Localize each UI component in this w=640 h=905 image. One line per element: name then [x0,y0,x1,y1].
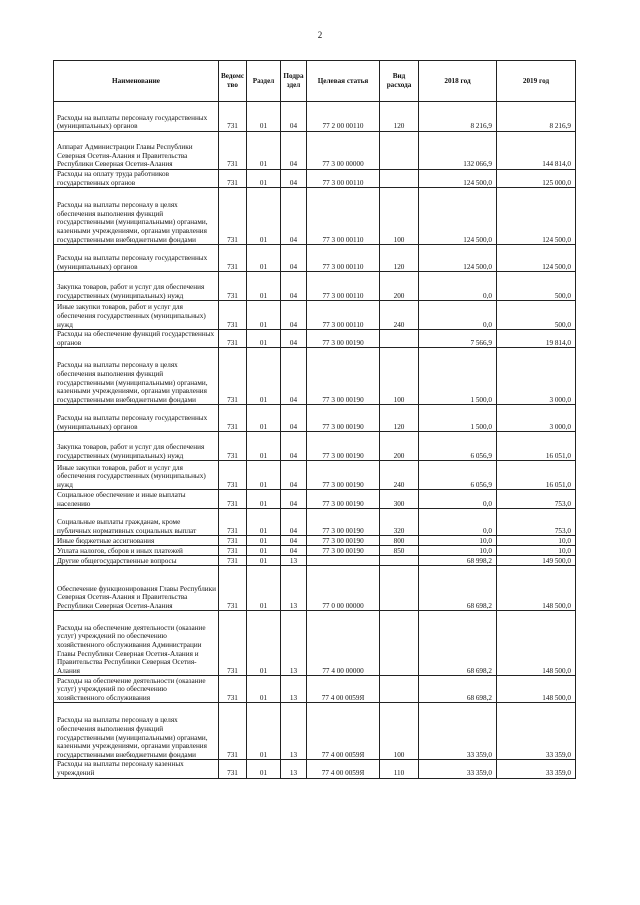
table-cell-2019: 500,0 [497,272,576,301]
table-cell-name: Расходы на выплаты персоналу в целях обеспечения выполнения функций государственными (муниципальными) органами, казенными учреждениями, органами управления государственными внебюджетными фондами [54,348,219,405]
table-cell-2018: 124 500,0 [419,170,497,188]
table-cell-2018: 124 500,0 [419,245,497,272]
table-row [54,566,576,611]
table-row [54,348,576,405]
table-cell-2019: 753,0 [497,490,576,509]
table-cell-razdel: 01 [247,330,281,348]
page-number: 2 [317,30,323,40]
table-row [54,760,576,778]
table-cell-2019: 33 359,0 [497,703,576,760]
table-cell-vedomstvo: 731 [219,170,247,188]
table-cell-2019: 124 500,0 [497,188,576,245]
table-cell-podrazdel: 04 [281,102,307,132]
table-row [54,432,576,461]
table-cell-2019: 10,0 [497,536,576,546]
table-cell-expense-type [380,556,419,566]
budget-table [53,60,576,779]
table-cell-2019: 753,0 [497,509,576,536]
table-cell-expense-type: 850 [380,546,419,556]
table-cell-podrazdel: 13 [281,760,307,778]
table-cell-razdel: 01 [247,245,281,272]
table-cell-podrazdel: 04 [281,509,307,536]
table-cell-target-article: 77 3 00 00190 [307,536,380,546]
table-cell-expense-type [380,132,419,170]
table-cell-2019: 16 051,0 [497,461,576,490]
table-cell-razdel: 01 [247,536,281,546]
table-row [54,188,576,245]
table-cell-target-article: 77 4 00 0059Я [307,703,380,760]
table-cell-2019: 148 500,0 [497,676,576,703]
table-cell-razdel: 01 [247,490,281,509]
table-cell-vedomstvo: 731 [219,102,247,132]
table-cell-podrazdel: 04 [281,536,307,546]
table-cell-vedomstvo: 731 [219,566,247,611]
table-row [54,272,576,301]
table-cell-podrazdel: 04 [281,546,307,556]
table-cell-podrazdel: 04 [281,272,307,301]
table-cell-2019: 148 500,0 [497,611,576,676]
header-podrazdel: Подра здел [281,61,307,102]
table-row [54,132,576,170]
table-cell-target-article: 77 4 00 0059Я [307,676,380,703]
header-name: Наименование [54,61,219,102]
table-cell-podrazdel: 13 [281,556,307,566]
table-cell-2018: 0,0 [419,301,497,330]
table-cell-expense-type: 120 [380,102,419,132]
table-cell-razdel: 01 [247,611,281,676]
table-row [54,556,576,566]
table-cell-podrazdel: 04 [281,348,307,405]
table-cell-razdel: 01 [247,188,281,245]
header-2018: 2018 год [419,61,497,102]
table-row [54,245,576,272]
table-cell-podrazdel: 04 [281,170,307,188]
table-cell-vedomstvo: 731 [219,536,247,546]
table-cell-expense-type [380,170,419,188]
table-cell-razdel: 01 [247,272,281,301]
header-vedomstvo: Ведомс тво [219,61,247,102]
table-cell-expense-type: 100 [380,703,419,760]
table-row [54,611,576,676]
table-cell-expense-type: 800 [380,536,419,546]
table-cell-2019: 125 000,0 [497,170,576,188]
table-row [54,490,576,509]
table-cell-name: Расходы на выплаты персоналу государственных (муниципальных) органов [54,405,219,432]
table-cell-podrazdel: 04 [281,132,307,170]
table-cell-vedomstvo: 731 [219,611,247,676]
table-cell-razdel: 01 [247,132,281,170]
table-cell-2019: 8 216,9 [497,102,576,132]
table-cell-2019: 124 500,0 [497,245,576,272]
table-cell-podrazdel: 04 [281,301,307,330]
table-row [54,170,576,188]
table-cell-expense-type: 120 [380,405,419,432]
table-cell-razdel: 01 [247,405,281,432]
header-razdel: Раздел [247,61,281,102]
table-cell-vedomstvo: 731 [219,432,247,461]
table-row [54,536,576,546]
table-cell-expense-type: 320 [380,509,419,536]
table-cell-name: Иные закупки товаров, работ и услуг для обеспечения государственных (муниципальных) нужд [54,461,219,490]
table-cell-target-article: 77 4 00 00000 [307,611,380,676]
table-cell-expense-type: 100 [380,188,419,245]
table-cell-vedomstvo: 731 [219,546,247,556]
table-cell-target-article: 77 3 00 00190 [307,509,380,536]
table-cell-vedomstvo: 731 [219,509,247,536]
table-cell-razdel: 01 [247,546,281,556]
table-cell-podrazdel: 04 [281,461,307,490]
table-cell-razdel: 01 [247,170,281,188]
table-cell-name: Расходы на обеспечение функций государственных органов [54,330,219,348]
table-cell-vedomstvo: 731 [219,301,247,330]
table-cell-target-article: 77 3 00 00110 [307,272,380,301]
table-cell-2018: 7 566,9 [419,330,497,348]
table-cell-name: Иные закупки товаров, работ и услуг для обеспечения государственных (муниципальных) нужд [54,301,219,330]
table-cell-expense-type: 240 [380,301,419,330]
table-cell-2019: 33 359,0 [497,760,576,778]
table-cell-name: Расходы на обеспечение деятельности (оказание услуг) учреждений по обеспечению хозяйственного обслуживания Администрации Главы Республики Северная Осетия-Алания и Правительства Республики Северная Осетия-Алания [54,611,219,676]
table-row [54,102,576,132]
table-cell-expense-type: 200 [380,272,419,301]
table-header-row [54,61,576,102]
table-cell-2018: 68 698,2 [419,566,497,611]
table-cell-expense-type: 100 [380,348,419,405]
table-cell-target-article: 77 3 00 00190 [307,546,380,556]
table-cell-razdel: 01 [247,301,281,330]
table-cell-target-article: 77 3 00 00190 [307,348,380,405]
table-cell-expense-type [380,611,419,676]
table-cell-2018: 10,0 [419,546,497,556]
table-cell-expense-type [380,676,419,703]
table-cell-2019: 3 000,0 [497,405,576,432]
table-cell-2018: 33 359,0 [419,703,497,760]
table-cell-2018: 6 056,9 [419,461,497,490]
table-cell-2018: 8 216,9 [419,102,497,132]
table-cell-vedomstvo: 731 [219,405,247,432]
table-cell-2019: 144 814,0 [497,132,576,170]
table-cell-target-article: 77 3 00 00190 [307,330,380,348]
table-cell-name: Расходы на выплаты персоналу государственных (муниципальных) органов [54,245,219,272]
table-cell-vedomstvo: 731 [219,188,247,245]
table-cell-vedomstvo: 731 [219,461,247,490]
table-cell-razdel: 01 [247,760,281,778]
table-cell-target-article: 77 3 00 00000 [307,132,380,170]
table-cell-vedomstvo: 731 [219,703,247,760]
table-cell-podrazdel: 04 [281,432,307,461]
table-cell-2019: 500,0 [497,301,576,330]
table-cell-name: Закупка товаров, работ и услуг для обеспечения государственных (муниципальных) нужд [54,432,219,461]
table-cell-vedomstvo: 731 [219,676,247,703]
table-cell-expense-type [380,330,419,348]
table-cell-2018: 68 998,2 [419,556,497,566]
table-cell-target-article: 77 3 00 00110 [307,170,380,188]
table-cell-vedomstvo: 731 [219,132,247,170]
table-cell-name: Расходы на обеспечение деятельности (оказание услуг) учреждений по обеспечению хозяйственного обслуживания [54,676,219,703]
table-cell-target-article [307,556,380,566]
table-cell-target-article: 77 3 00 00190 [307,490,380,509]
table-cell-vedomstvo: 731 [219,348,247,405]
table-cell-podrazdel: 13 [281,703,307,760]
table-cell-expense-type: 240 [380,461,419,490]
table-cell-vedomstvo: 731 [219,330,247,348]
table-row [54,405,576,432]
table-cell-razdel: 01 [247,102,281,132]
table-cell-vedomstvo: 731 [219,272,247,301]
table-cell-podrazdel: 04 [281,188,307,245]
table-cell-razdel: 01 [247,432,281,461]
table-cell-2018: 1 500,0 [419,348,497,405]
table-cell-razdel: 01 [247,676,281,703]
table-cell-2019: 3 000,0 [497,348,576,405]
table-cell-target-article: 77 3 00 00190 [307,432,380,461]
table-cell-target-article: 77 2 00 00110 [307,102,380,132]
table-cell-2018: 0,0 [419,490,497,509]
table-cell-2019: 19 814,0 [497,330,576,348]
table-cell-name: Расходы на выплаты персоналу в целях обеспечения выполнения функций государственными (муниципальными) органами, казенными учреждениями, органами управления государственными внебюджетными фондами [54,703,219,760]
table-cell-target-article: 77 4 00 0059Я [307,760,380,778]
table-cell-2018: 0,0 [419,272,497,301]
table-cell-name: Аппарат Администрации Главы Республики Северная Осетия-Алания и Правительства Республики Северная Осетия-Алания [54,132,219,170]
table-cell-expense-type: 110 [380,760,419,778]
table-cell-name: Расходы на выплаты персоналу государственных (муниципальных) органов [54,102,219,132]
table-cell-target-article: 77 3 00 00110 [307,188,380,245]
table-cell-2018: 10,0 [419,536,497,546]
table-cell-2018: 68 698,2 [419,611,497,676]
table-cell-target-article: 77 3 00 00110 [307,245,380,272]
table-row [54,330,576,348]
table-row [54,546,576,556]
table-cell-expense-type: 300 [380,490,419,509]
table-cell-2018: 33 359,0 [419,760,497,778]
table-cell-name: Социальное обеспечение и иные выплаты населению [54,490,219,509]
table-cell-2019: 149 500,0 [497,556,576,566]
table-cell-expense-type [380,566,419,611]
table-cell-name: Расходы на оплату труда работников государственных органов [54,170,219,188]
table-cell-podrazdel: 13 [281,611,307,676]
table-cell-vedomstvo: 731 [219,760,247,778]
table-cell-2019: 148 500,0 [497,566,576,611]
table-cell-2018: 132 066,9 [419,132,497,170]
table-cell-razdel: 01 [247,556,281,566]
table-cell-podrazdel: 04 [281,330,307,348]
table-cell-name: Закупка товаров, работ и услуг для обеспечения государственных (муниципальных) нужд [54,272,219,301]
table-cell-target-article: 77 3 00 00110 [307,301,380,330]
table-cell-razdel: 01 [247,348,281,405]
table-cell-podrazdel: 13 [281,676,307,703]
table-cell-2018: 68 698,2 [419,676,497,703]
table-cell-vedomstvo: 731 [219,556,247,566]
table-cell-2019: 16 051,0 [497,432,576,461]
table-cell-name: Другие общегосударственные вопросы [54,556,219,566]
table-cell-2018: 124 500,0 [419,188,497,245]
table-cell-expense-type: 120 [380,245,419,272]
table-cell-vedomstvo: 731 [219,245,247,272]
table-cell-podrazdel: 04 [281,245,307,272]
table-cell-2018: 0,0 [419,509,497,536]
table-cell-2018: 6 056,9 [419,432,497,461]
table-cell-name: Расходы на выплаты персоналу казенных учреждений [54,760,219,778]
table-cell-razdel: 01 [247,461,281,490]
table-row [54,301,576,330]
table-cell-name: Расходы на выплаты персоналу в целях обеспечения выполнения функций государственными (муниципальными) органами, казенными учреждениями, органами управления государственными внебюджетными фондами [54,188,219,245]
table-cell-name: Уплата налогов, сборов и иных платежей [54,546,219,556]
table-cell-target-article: 77 3 00 00190 [307,461,380,490]
table-cell-name: Социальные выплаты гражданам, кроме публичных нормативных социальных выплат [54,509,219,536]
table-cell-podrazdel: 04 [281,490,307,509]
table-cell-name: Обеспечение функционирования Главы Республики Северная Осетия-Алания и Правительства Республики Северная Осетия-Алания [54,566,219,611]
table-row [54,676,576,703]
table-cell-podrazdel: 04 [281,405,307,432]
table-row [54,461,576,490]
table-cell-razdel: 01 [247,566,281,611]
header-2019: 2019 год [497,61,576,102]
table-cell-vedomstvo: 731 [219,490,247,509]
header-expense-type: Вид расхода [380,61,419,102]
table-row [54,703,576,760]
table-cell-razdel: 01 [247,509,281,536]
table-row [54,509,576,536]
table-cell-podrazdel: 13 [281,566,307,611]
table-cell-2019: 10,0 [497,546,576,556]
table-cell-name: Иные бюджетные ассигнования [54,536,219,546]
table-cell-razdel: 01 [247,703,281,760]
header-target-article: Целевая статья [307,61,380,102]
table-cell-target-article: 77 0 00 00000 [307,566,380,611]
table-cell-expense-type: 200 [380,432,419,461]
table-cell-2018: 1 500,0 [419,405,497,432]
table-cell-target-article: 77 3 00 00190 [307,405,380,432]
